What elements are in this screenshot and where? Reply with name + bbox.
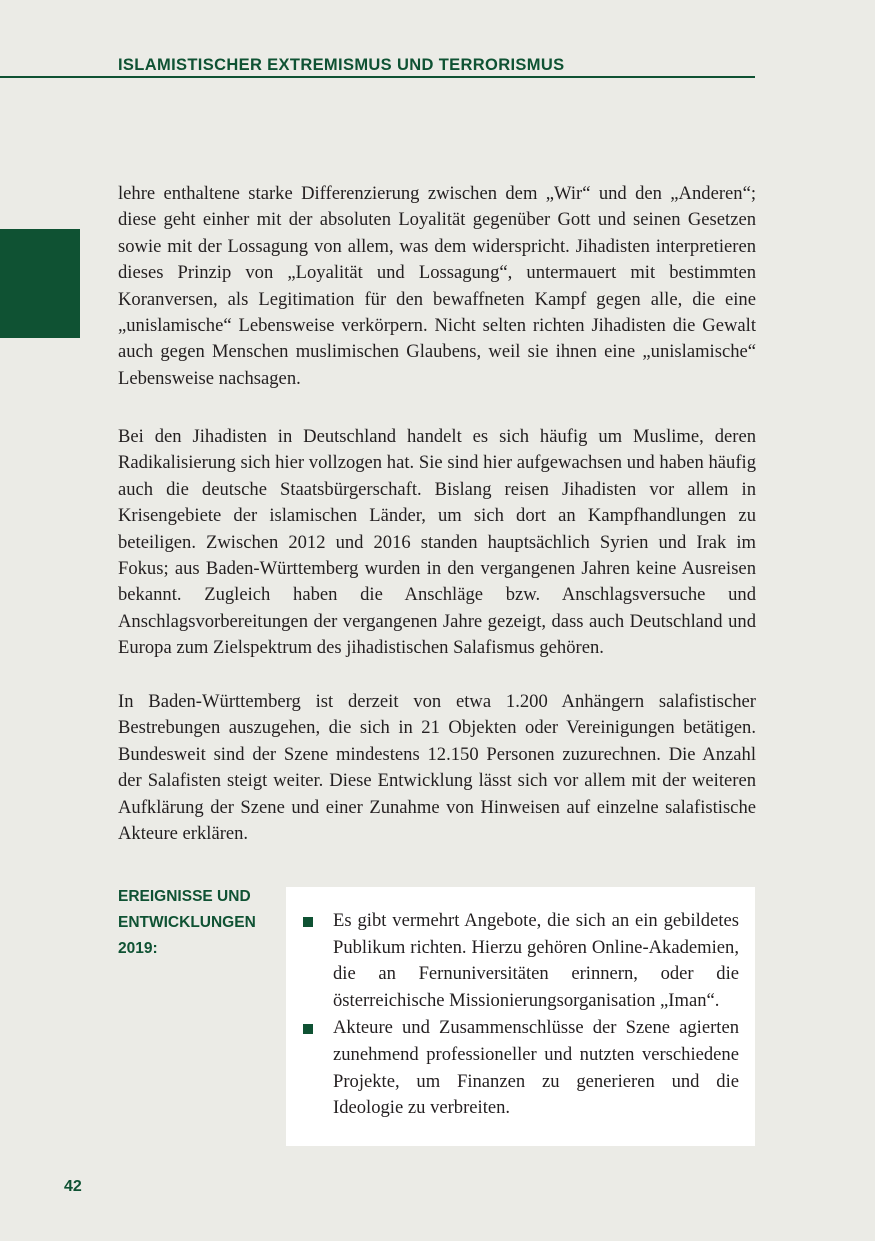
square-bullet-icon	[303, 917, 313, 927]
square-bullet-icon	[303, 1024, 313, 1034]
events-list	[303, 908, 739, 1122]
events-list-item	[303, 908, 739, 1014]
events-box	[286, 887, 755, 1146]
events-heading-line-2: ENTWICKLUNGEN	[118, 914, 256, 931]
page-number: 42	[64, 1178, 82, 1195]
events-heading	[118, 884, 278, 962]
body-paragraph-1: lehre enthaltene starke Differenzierung zwischen dem „Wir“ und den „Anderen“; diese geht einher mit der absoluten Loyalität gegenüber Gott und seinen Gesetzen sowie mit der Lossagung von allem, was dem widerspricht. Jihadisten interpretieren dieses Prinzip von „Loyalität und Lossagung“, untermauert mit bestimmten Koranversen, als Legitimation für den bewaffneten Kampf gegen alle, die eine „unislamische“ Lebensweise verkörpern. Nicht selten richten Jihadisten die Gewalt auch gegen Menschen muslimischen Glaubens, weil sie ihnen eine „unislamische“ Lebensweise nachsagen.	[118, 183, 756, 389]
header-divider	[0, 76, 755, 78]
events-list-item-text: Akteure und Zusammenschlüsse der Szene agierten zunehmend professioneller und nutzten verschiedene Projekte, um Finanzen zu generieren und die Ideologie zu verbreiten.	[333, 1017, 739, 1119]
events-heading-line-1: EREIGNISSE UND	[118, 888, 251, 905]
chapter-side-tab	[0, 229, 80, 338]
running-header-title: ISLAMISTISCHER EXTREMISMUS UND TERRORISMUS	[118, 56, 565, 74]
events-heading-line-3: 2019:	[118, 940, 158, 957]
events-list-item	[303, 1015, 739, 1121]
body-paragraph-3: In Baden-Württemberg ist derzeit von etwa 1.200 Anhängern salafistischer Bestrebungen auszugehen, die sich in 21 Objekten oder Vereinigungen betätigen. Bundesweit sind der Szene mindestens 12.150 Personen zuzurechnen. Die Anzahl der Salafisten steigt weiter. Diese Entwicklung lässt sich vor allem mit der weiteren Aufklärung der Szene und einer Zunahme von Hinweisen auf einzelne salafistische Akteure erklären.	[118, 691, 756, 845]
events-list-item-text: Es gibt vermehrt Angebote, die sich an ein gebildetes Publikum richten. Hierzu gehören Online-Akademien, die an Fernuniversitäten erinnern, oder die österreichische Missionierungsorganisation „Iman“.	[333, 910, 739, 1011]
body-paragraph-2: Bei den Jihadisten in Deutschland handelt es sich häufig um Muslime, deren Radikalisierung sich hier vollzogen hat. Sie sind hier aufgewachsen und haben häufig auch die deutsche Staatsbürgerschaft. Bislang reisen Jihadisten vor allem in Krisengebiete der islamischen Länder, um sich dort an Kampfhandlungen zu beteiligen. Zwischen 2012 und 2016 standen hauptsächlich Syrien und Irak im Fokus; aus Baden-Württemberg wurden in den vergangenen Jahren keine Ausreisen bekannt. Zugleich haben die Anschläge bzw. Anschlagsversuche und Anschlagsvorbereitungen der vergangenen Jahre gezeigt, dass auch Deutschland und Europa zum Zielspektrum des jihadistischen Salafismus gehören.	[118, 426, 756, 659]
